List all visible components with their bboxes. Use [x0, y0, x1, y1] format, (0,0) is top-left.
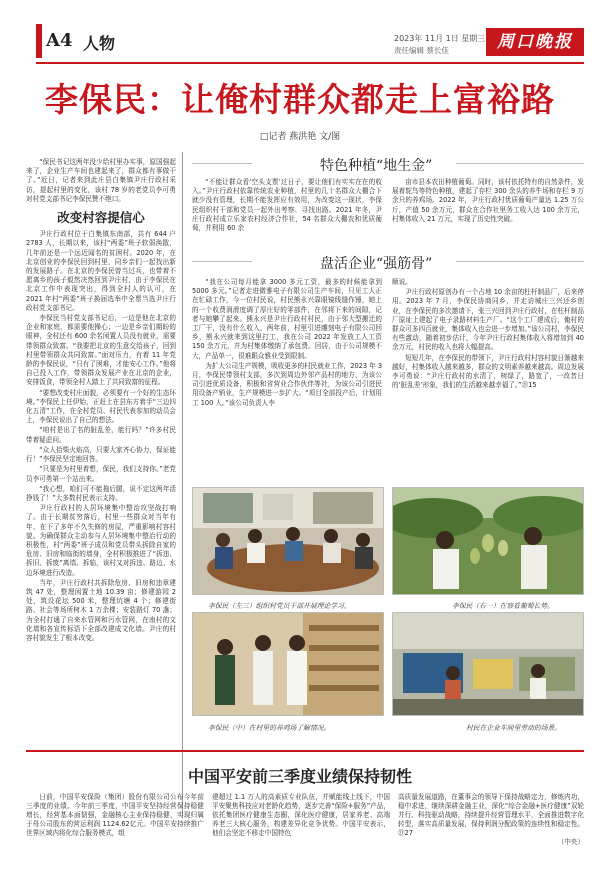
body-paragraph: “我心想，咱们可不能拖后腿，说不定这两年活挣钱了！”大多数村民表示支持。 — [26, 484, 176, 502]
masthead-rule — [36, 62, 584, 64]
photo-caption: 李保民（中）在村里的养鸡场了解情况。 — [208, 724, 331, 732]
body-paragraph: 尹庄行政村原创办有一个占地 10 余亩的柱杆制品厂，后来停用。2023 年 7 月，李保民协商同乡，并走访城庄三兴还乡创业，在李保民的多次邀请下，张三兴回到尹庄行政村，在柱杆制品厂原址上建起了电子录路材料生产厂。“这个工厂建成后，俺村的群众可多四百就业，集体收入也会进一步增加。”该公司村，李保民有些激动，随着初步估计，今年尹庄行政村集体收入将增加到 40 余万元，村民的收入也将大幅提高。 — [392, 288, 584, 352]
column-divider — [182, 152, 183, 818]
body-paragraph: 日前，中国平安保险（集团）股份有限公司公布今年前三季度的业绩。今年前三季度，中国平安坚持经营保持稳健增长，经营基本面韧强，金融核心主业保持稳健，实现归属于母公司股东的营运利润 1124.62亿元。中国平安持续推广世界区域内将化综合服务模式，组 — [26, 793, 204, 838]
photo-grape-vines-image — [393, 488, 584, 595]
bottom-column-3 — [398, 793, 584, 885]
body-paragraph: 建超过 1.1 万人的高素质专业队伍，并赋能线上线下，中国平安聚焦科技应对老龄化趋势，逐步完善“保险+服务”产品，依托集团医疗健康生态圈，深化医疗健康，居家养老、高端养老三大核心服务，构建差异化竞争优势。中国平安表示，他们会坚定不移走中国特色 — [212, 793, 390, 838]
body-paragraph: 尹庄行政村的人居环境集中整治攻坚战打响了。由于长期贫穷落后，村里一些群众对当年有年、在下了多年不久失修的房屋，严重影响村容村貌。为确保群众主动参与人居环境集中整治行动的积极性，村“两委”班子成员和党员带头拆除自家的危房、旧房和临街的墙身，全村积极推进了“拆违、拆旧、拆废”离墙、拆临，该村又对拆违、路边、水边环境进行改造。 — [26, 504, 176, 577]
section-rule — [456, 261, 584, 262]
body-paragraph: 短短几年，在李保民的带领下，尹庄行政村村容村貌日渐越来越好，村集体收入越来越多，群众的文明素养越来越高。周边发展李可勇说：“尹庄行政村的水清了，树绿了，路宽了，一改昔日的‘脏乱差’形象，我们的生活越来越幸福了。”㉑15 — [392, 353, 584, 390]
source-tag: （中央） — [557, 838, 584, 847]
photo-grape-vines — [392, 487, 584, 595]
body-paragraph: “不能让群众看‘空头支票’过日子，要让他们有实实在在的收入。”尹庄行政村依靠传统农业种植，村里的几十名群众大棚合下就少没有管理，长期不能发挥应有效用，为改变这一现状，李保民组织村干部和党员一起外出考察、寻找出路。2021 年冬，尹庄行政村成立乐家农村经济合作社，54 名群众大棚农和优质葡萄，并利用 60 余 — [192, 178, 382, 233]
body-paragraph: “只要是为村里着想，保民，我们支持你。”老党员李可勇第一个站出来。 — [26, 465, 176, 483]
body-paragraph: 当年，尹庄行政村共拆除危房、旧房和违章建筑 47 处，整理闲置土地 10.39 亩；修建游园 2 处，筑设花坛 500 米，整理坑塘 4 个；修建街路、社会等场所树木 1 万余棵；安装路灯 70 盏；为全村打通了自来水管网和污水管网，在南村的文化墙和各宣传标语下全部改建成文化墙。尹庄的村容村貌发生了根本改变。 — [26, 578, 176, 642]
section-rule — [192, 261, 252, 262]
masthead — [0, 0, 600, 62]
article-headline: 李保民：让俺村群众都走上富裕路 — [45, 80, 555, 119]
body-paragraph: 亩市县本农田种植葡萄。同时，该村依托特有的自然条件，发展着鸵鸟等特色种植，建起了存栏 300 余头的养牛场和存栏 9 万余只的养鸡场。2022 年，尹庄行政村优质葡萄产量达 1.25 万公斤，产值 50 余万元，群众在合作社里务工收入达 100 余万元，村集体收入 21 万元，实现了历史性突破。 — [392, 178, 584, 223]
editor-credit: 责任编辑 蔡长佳 — [394, 46, 449, 55]
bottom-article-headline: 中国平安前三季度业绩保持韧性 — [187, 767, 412, 786]
body-paragraph: 顺说。 — [392, 278, 412, 286]
section-title-planting: 特色种植“地生金” — [320, 158, 433, 174]
bottom-column-1 — [26, 793, 204, 885]
photo-chicken-farm-image — [193, 613, 384, 716]
page-number: A4 — [46, 30, 73, 51]
intro-paragraph: “保民书记这两年没少给村里办实事，原国强起来了，企业生产车间也建起来了，群众都有事做干了。”近日，记者来到此庄县白集镇尹庄行政村采访，提起村里的变化，该村 78 岁的老党员李可勇对村党支部书记李保民赞不绝口。 — [26, 158, 176, 203]
masthead-accent-bar — [36, 24, 42, 58]
body-paragraph: 李保民当村党支部书记后，一边是他在北京的企业和家庭，都需要他操心；一边是乡亲们期盼的眼神，全村还有 600 余名闲置人员没有就业，需要带领群众致富。“我要把北京的生意交给孩子，回到村里带领群众共同致富。”面对压力，有着 11 年党龄的李保民说，“只有了困难，才能安心工作。”他将自己投入工作，带领群众发展产业在北京的企业，安排饭食，带领全村人踏上了共同致富的征程。 — [26, 314, 176, 387]
section-rule — [192, 163, 252, 164]
photo-study-meeting-image — [193, 488, 384, 595]
body-paragraph: “要想改变村庄面貌，必须要有一个好的生态环境。”李保民上任伊始，正赶上在县东方着手“三边四化五清”工作，在全村党员、村民代表参加的动员会上，李保民说出了自己的想法。 — [26, 388, 176, 425]
section-title-enterprise: 盘活企业“强筋骨” — [320, 256, 433, 272]
photo-caption: 李保民（右一）在察看葡萄长势。 — [452, 602, 554, 610]
bottom-section-rule — [26, 750, 584, 752]
body-paragraph: 高质量发展道路，在董事会的领导下保持战略定力，修炼内功，稳中求进，继续深耕金融主业，深化“综合金融+医疗健康”双轮并行、科技驱动战略，持续提升经营管理水平，全面推进数字化转型，落实高质量发展，保持利润分配政策的连续性和稳定性。㉑27 — [398, 793, 584, 838]
photo-caption: 村民在企业车间里劳动的场景。 — [466, 724, 562, 732]
bottom-column-2 — [212, 793, 390, 885]
photo-study-meeting — [192, 487, 384, 595]
left-column — [26, 158, 176, 815]
body-paragraph: “我在公司每月能拿 3000 多元工资，最多的时候能拿到 5000 多元。”记者走进微雅电子有限公司生产车间，只见工人正在忙碌工作，今一位村民说，村民熊永兴靠眼镜线缝作锤，她上的一个收费润滑度调了厚庄好的零部件，在邻将下来的间隙，记者与她攀了起来。熊永兴是尹庄行政村村民，由于邻大型搬迁的工厂干，没有什么收入，两年前，村里引进雕刻电子有限公司回乡，熊永兴就来到这里打工，我在公司 2022 年发放工人工资 150 余万元，并为村集体缴纳了承包费。回居，由于公司规模不大，产品单一，很难跟众雅业受到限制。 — [192, 278, 382, 360]
body-paragraph: 尹庄行政村位于白集镇东南部，共有 644 户 2783 人，长期以来，该村“两委”班子软弱涣散，几年前还是一个远近闻名的贫困村。2020 年，在北京创业的李保民回到村里，同乡亲们一起找出新的发展路子。在北京的李保民曾当过兵，也带着不愿离乡的孩子毅然决然回到尹庄村，由于李保民在北京工作中表现突出，得到全村人的认可，在 2021 年村“两委”班子换届选举中全票当选尹庄行政村党支部书记。 — [26, 230, 176, 312]
body-paragraph: 为扩大公司生产规模，吸收更多的村民就业工作，2023 年 3 月，李保民带领村支部，多次到周边外邻产品村的地方，为该公司引进优质设备，积极和省营业合作伙伴等社，为该公司引进民用设备产销业，生产规模进一步扩大。“项目全部投产后，计划用工 100 人。”该公司负责人李 — [192, 361, 382, 407]
newspaper-logo: 周口晚报 — [486, 28, 584, 56]
planting-column-b — [392, 178, 584, 244]
enterprise-column-a — [192, 278, 382, 478]
section-rule — [456, 163, 584, 164]
body-paragraph: “众人拾柴火焰高，只要大家齐心协力，保证能行！”李保民坚定地回答。 — [26, 445, 176, 464]
photo-chicken-farm — [192, 612, 384, 716]
photo-workshop — [392, 612, 584, 716]
subhead-change-village: 改变村容提信心 — [57, 210, 145, 226]
photo-workshop-image — [393, 613, 584, 716]
planting-column-a — [192, 178, 382, 244]
section-name: 人物 — [83, 34, 116, 53]
body-paragraph: “咱村是出了名的脏乱差，能行吗？”许多村民带着疑虑问。 — [26, 426, 176, 444]
enterprise-column-b — [392, 278, 584, 478]
article-byline: □记者 燕洪艳 文/图 — [259, 132, 341, 142]
issue-date: 2023年 11月 1日 星期三 — [394, 34, 486, 43]
photo-caption: 李保民（左三）组织村党员干部开展理论学习。 — [208, 602, 351, 610]
